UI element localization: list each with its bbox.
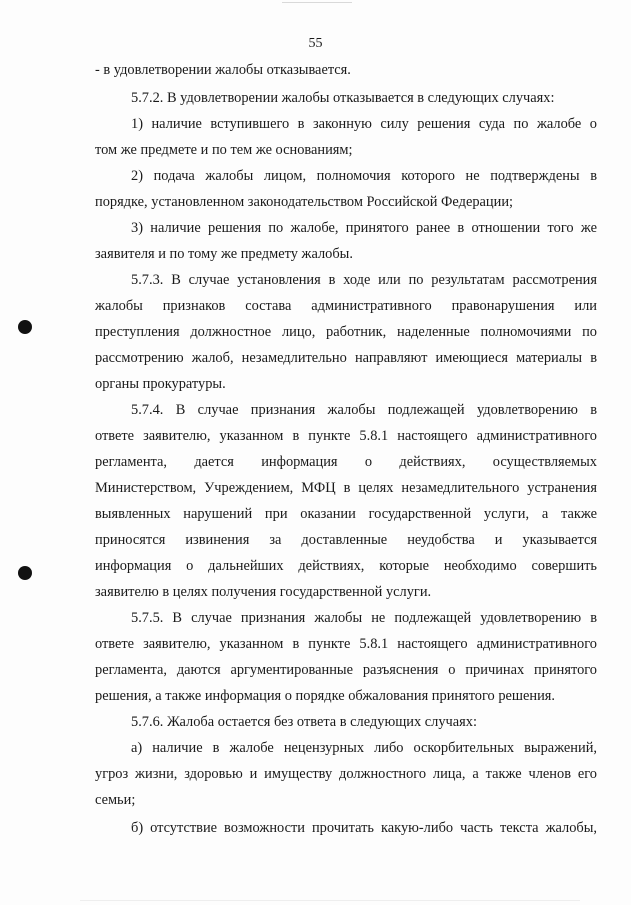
text-line: регламента, дается информация о действиях, осуществляемых <box>95 454 597 470</box>
text-line: 2) подача жалобы лицом, полномочия которого не подтверждены в <box>131 168 597 184</box>
text-line: приносятся извинения за доставленные неудобства и указывается <box>95 532 597 548</box>
text-line: органы прокуратуры. <box>95 376 226 392</box>
text-line: заявителя и по тому же предмету жалобы. <box>95 246 353 262</box>
text-line: 5.7.2. В удовлетворении жалобы отказывается в следующих случаях: <box>131 90 555 106</box>
text-line: 1) наличие вступившего в законную силу решения суда по жалобе о <box>131 116 597 132</box>
text-line: б) отсутствие возможности прочитать какую-либо часть текста жалобы, <box>131 820 597 836</box>
text-line: 3) наличие решения по жалобе, принятого ранее в отношении того же <box>131 220 597 236</box>
punch-hole <box>18 320 32 334</box>
punch-hole <box>18 566 32 580</box>
text-line: ответе заявителю, указанном в пункте 5.8.1 настоящего административного <box>95 636 597 652</box>
text-line: решения, а также информация о порядке обжалования принятого решения. <box>95 688 556 704</box>
scan-artifact <box>282 2 352 3</box>
text-line: ответе заявителю, указанном в пункте 5.8.1 настоящего административного <box>95 428 597 444</box>
text-line: а) наличие в жалобе нецензурных либо оскорбительных выражений, <box>131 740 597 756</box>
text-line: 5.7.4. В случае признания жалобы подлежащей удовлетворению в <box>131 402 597 418</box>
text-line: порядке, установленном законодательством Российской Федерации; <box>95 194 514 210</box>
text-line: преступления должностное лицо, работник, наделенные полномочиями по <box>95 324 597 340</box>
text-line: Министерством, Учреждением, МФЦ в целях незамедлительного устранения <box>95 480 597 496</box>
scan-artifact <box>80 900 580 901</box>
page-number: 55 <box>308 36 323 51</box>
text-line: том же предмете и по тем же основаниям; <box>95 142 353 158</box>
text-line: семьи; <box>95 792 136 808</box>
text-line: рассмотрению жалоб, незамедлительно направляют имеющиеся материалы в <box>95 350 597 366</box>
text-line: информация о дальнейших действиях, которые необходимо совершить <box>95 558 597 574</box>
text-line: заявителю в целях получения государственной услуги. <box>95 584 432 600</box>
text-line: - в удовлетворении жалобы отказывается. <box>95 62 351 78</box>
text-line: выявленных нарушений при оказании государственной услуги, а также <box>95 506 597 522</box>
text-line: 5.7.6. Жалоба остается без ответа в следующих случаях: <box>131 714 477 730</box>
text-line: регламента, даются аргументированные разъяснения о причинах принятого <box>95 662 597 678</box>
text-line: угроз жизни, здоровью и имуществу должностного лица, а также членов его <box>95 766 597 782</box>
text-line: 5.7.3. В случае установления в ходе или по результатам рассмотрения <box>131 272 597 288</box>
text-line: 5.7.5. В случае признания жалобы не подлежащей удовлетворению в <box>131 610 597 626</box>
text-line: жалобы признаков состава административного правонарушения или <box>95 298 597 314</box>
